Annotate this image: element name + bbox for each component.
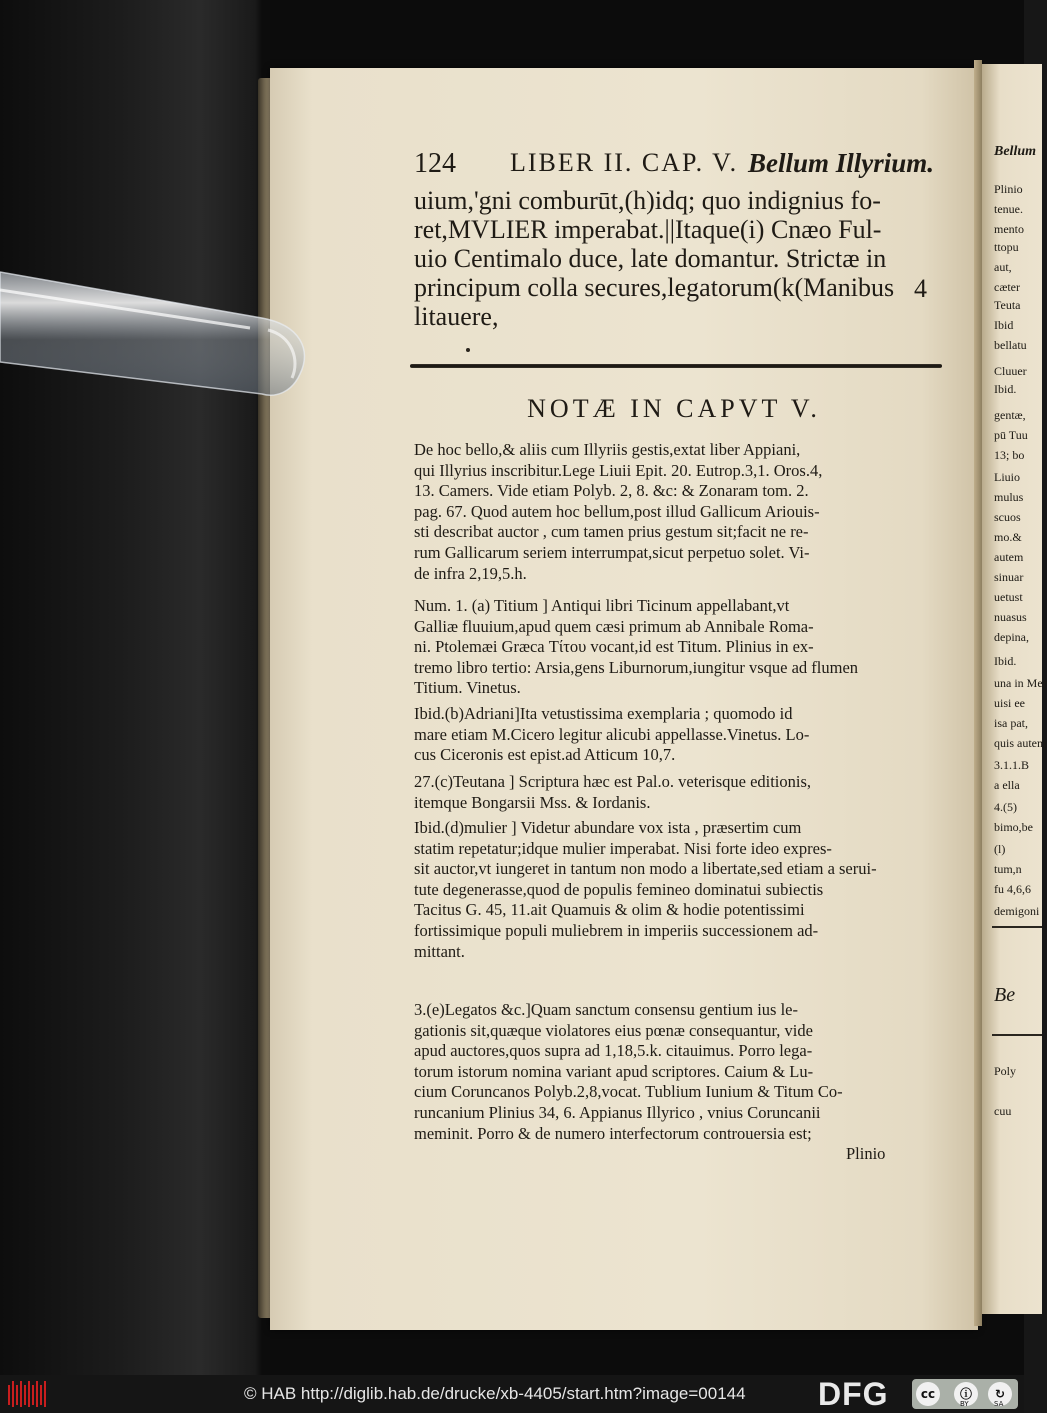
adjacent-page-text: Ibid (994, 318, 1014, 332)
adjacent-page-text: cuu (994, 1104, 1012, 1118)
adjacent-page-text: bellatu (994, 338, 1027, 352)
note-line: itemque Bongarsii Mss. & Iordanis. (414, 792, 651, 812)
adjacent-page-text: uetust (994, 590, 1023, 604)
adjacent-page-text: (l) (994, 842, 1006, 856)
adjacent-page-text: Ibid. (994, 382, 1017, 396)
note-line: De hoc bello,& aliis cum Illyriis gestis,extat liber Appiani, (414, 440, 801, 459)
body-line: uium,'gni comburūt,(h)idq; quo indignius fo- (414, 186, 881, 215)
notes-title: NOTÆ IN CAPVT V. (527, 394, 821, 423)
adjacent-page-text: mento (994, 222, 1024, 236)
note-line: ni. Ptolemæi Græca Τίτου vocant,id est Titum. Plinius in ex- (414, 637, 814, 657)
note-line: runcanium Plinius 34, 6. Appianus Illyrico , vnius Coruncanii (414, 1103, 821, 1122)
adjacent-page-text: Be (994, 984, 1016, 1006)
adjacent-page-text: 13; bo (994, 448, 1025, 462)
cc-icon: cc (916, 1382, 940, 1406)
note-line: 3.(e)Legatos &c.]Quam sanctum consensu gentium ius le- (414, 1000, 798, 1019)
note-line: mare etiam M.Cicero legitur alicubi appellasse.Vinetus. Lo- (414, 724, 810, 744)
note-line: statim repetatur;idque mulier imperabat. Nisi forte ideo expres- (414, 838, 832, 858)
adjacent-page-text: 4.(5) (994, 800, 1017, 814)
by-icon: ⓘ (954, 1382, 978, 1406)
note-line: Tacitus G. 45, 11.ait Quamuis & olim & hodie potentissimi (414, 900, 805, 920)
by-label: BY (960, 1400, 969, 1408)
note-line: qui Illyrius inscribitur.Lege Liuii Epit. 20. Eutrop.3,1. Oros.4, (414, 460, 823, 480)
adjacent-page-rule (992, 926, 1042, 928)
adjacent-page-text: isa pat, (994, 716, 1028, 730)
adjacent-page-text: tum,n (994, 862, 1022, 876)
adjacent-page-text: a ella (994, 778, 1020, 792)
adjacent-page-text: scuos (994, 510, 1021, 524)
note-line: pag. 67. Quod autem hoc bellum,post illud Gallicum Ariouis- (414, 501, 820, 521)
adjacent-page-text: quis autem (994, 736, 1047, 750)
margin-number: 4 (914, 274, 927, 303)
adjacent-page-text: gentæ, (994, 408, 1026, 422)
book-chapter-heading: LIBER II. CAP. V. (510, 148, 739, 177)
note-line: de infra 2,19,5.h. (414, 563, 527, 583)
note-line: tute degenerasse,quod de populis femineo dominatui subiectis (414, 879, 824, 899)
body-line: ret,MVLIER imperabat.||Itaque(i) Cnæo Ful- (414, 215, 882, 244)
note-line: cium Coruncanos Polyb.2,8,vocat. Tublium Iunium & Titum Co- (414, 1082, 843, 1102)
adjacent-page-text: bimo,be (994, 820, 1033, 834)
note-line: rum Gallicarum seriem interrumpat,sicut perpetuo solet. Vi- (414, 543, 810, 562)
note-line: Plinio (846, 1144, 886, 1164)
note-line: sit auctor,vt iungeret in tantum non modo a libertate,sed etiam a serui- (414, 859, 877, 879)
section-rule (410, 364, 942, 368)
note-line: tremo libro tertio: Arsia,gens Liburnorum,iungitur vsque ad flumen (414, 657, 859, 677)
copyright-link[interactable]: © HAB http://diglib.hab.de/drucke/xb-4405/start.htm?image=00144 (244, 1384, 746, 1403)
body-line: litauere, (414, 302, 499, 331)
running-header (414, 148, 934, 188)
glass-pointer-tool (0, 270, 310, 412)
dfg-logo[interactable]: DFG (818, 1376, 889, 1412)
adjacent-page-text: nuasus (994, 610, 1027, 624)
note-line: gationis sit,quæque violatores eius pœnæ consequantur, vide (414, 1020, 813, 1040)
adjacent-page-text: autem (994, 550, 1024, 564)
adjacent-page-text: fu 4,6,6 (994, 882, 1031, 896)
adjacent-page-text: Cluuer (994, 364, 1027, 378)
adjacent-page-text: aut, (994, 260, 1012, 274)
cc-license-badge[interactable] (912, 1379, 1018, 1409)
adjacent-page-text: demigoni (994, 904, 1040, 918)
body-line: principum colla secures,legatorum(k(Manibus (414, 273, 895, 302)
note-line: meminit. Porro & de numero interfectorum controuersia est; (414, 1123, 812, 1143)
adjacent-page-text: ttopu (994, 240, 1019, 254)
note-line: sti describat auctor , cum tamen prius gestum sit;facit ne re- (414, 522, 809, 542)
adjacent-page-rule (992, 1034, 1042, 1036)
adjacent-page-text: cæter (994, 280, 1020, 294)
note-line: Ibid.(b)Adriani]Ita vetustissima exemplaria ; quomodo id (414, 704, 793, 723)
adjacent-page-text: una in Mer (994, 676, 1047, 690)
adjacent-page-text: Poly (994, 1064, 1017, 1078)
ornament-dot (466, 348, 470, 352)
note-line: 27.(c)Teutana ] Scriptura hæc est Pal.o. veterisque editionis, (414, 772, 812, 791)
adjacent-page-text: Bellum (994, 144, 1037, 159)
sa-label: SA (994, 1400, 1004, 1408)
running-title: Bellum Illyrium. (747, 148, 934, 178)
adjacent-page-text: mo.& (994, 530, 1022, 544)
adjacent-page-text: uisi ee (994, 696, 1025, 710)
adjacent-page-text: Liuio (994, 470, 1020, 484)
adjacent-page-text: pū Tuu (994, 428, 1028, 442)
note-line: fortissimique populi muliebrem in imperiis successionem ad- (414, 921, 819, 940)
viewer-footer (0, 1375, 1024, 1413)
adjacent-page-text: sinuar (994, 570, 1024, 584)
adjacent-page-text: Plinio (994, 182, 1023, 196)
adjacent-page-text: Ibid. (994, 654, 1017, 668)
note-line: 13. Camers. Vide etiam Polyb. 2, 8. &c: & Zonaram tom. 2. (414, 481, 809, 501)
adjacent-page (982, 64, 1047, 1314)
adjacent-page-text: Teuta (994, 298, 1021, 312)
sa-icon: ↻ (988, 1382, 1012, 1406)
note-line: Ibid.(d)mulier ] Videtur abundare vox ista , præsertim cum (414, 818, 802, 837)
note-line: cus Ciceronis est epist.ad Atticum 10,7. (414, 745, 676, 765)
adjacent-page-text: depina, (994, 630, 1029, 644)
note-line: Galliæ fluuium,apud quem cæsi primum ab Annibale Roma- (414, 616, 814, 636)
note-line: Num. 1. (a) Titium ] Antiqui libri Ticinum appellabant,vt (414, 596, 790, 615)
adjacent-page-text: tenue. (994, 202, 1023, 216)
adjacent-page-text: 3.1.1.B (994, 758, 1030, 772)
note-line: torum istorum nomina variant apud scriptores. Caium & Lu- (414, 1061, 814, 1081)
body-line: uio Centimalo duce, late domantur. Strictæ in (414, 244, 887, 273)
note-line: apud auctores,quos supra ad 1,18,5.k. citauimus. Porro lega- (414, 1041, 813, 1061)
adjacent-page-text: mulus (994, 490, 1024, 504)
hab-logo-icon (6, 1379, 50, 1409)
note-line: Titium. Vinetus. (414, 678, 521, 698)
note-line: mittant. (414, 941, 465, 961)
page-edge (974, 60, 982, 1326)
page-number: 124 (414, 148, 456, 179)
